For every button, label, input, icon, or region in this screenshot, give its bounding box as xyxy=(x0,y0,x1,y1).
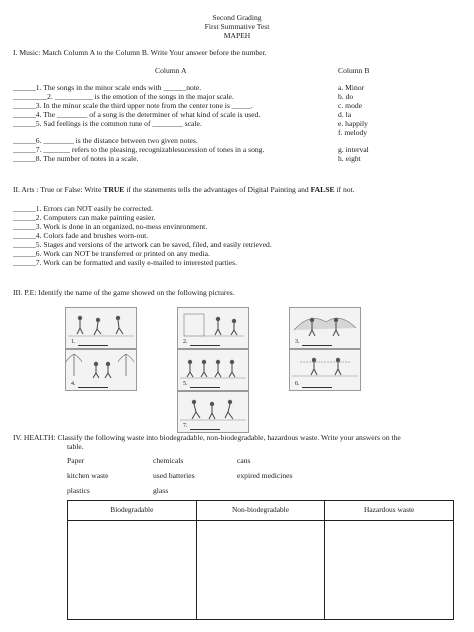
column-a-title: Column A xyxy=(155,66,187,75)
arts-item: ______7. Work can be formatted and easily e-mailed to interested parties. xyxy=(13,258,238,267)
column-b-title: Column B xyxy=(338,66,370,75)
header-hazardous-waste: Hazardous waste xyxy=(325,501,454,521)
test-title-grading: Second Grading xyxy=(212,13,262,22)
arts-item: ______2. Computers can make painting easier. xyxy=(13,213,156,222)
test-title-summative: First Summative Test xyxy=(204,22,270,31)
arts-true-keyword: TRUE xyxy=(103,185,125,194)
test-title-subject: MAPEH xyxy=(223,31,251,40)
choice-item: f. melody xyxy=(338,128,368,137)
game-picture-7 xyxy=(177,391,249,433)
music-item: ______3. In the minor scale the third upper note from the center tone is _____. xyxy=(13,101,253,110)
choice-item: d. la xyxy=(338,110,352,119)
hazardous-answer-cell[interactable] xyxy=(325,521,454,620)
game-picture-5 xyxy=(177,349,249,391)
game-picture-6 xyxy=(289,349,361,391)
arts-item: ______4. Colors fade and brushes worn-out. xyxy=(13,231,149,240)
waste-word: Paper xyxy=(67,456,85,465)
music-item: ______5. Sad feelings is the common tune of ________ scale. xyxy=(13,119,202,128)
header-non-biodegradable: Non-biodegradable xyxy=(196,501,325,521)
choice-item: e. happily xyxy=(338,119,368,128)
arts-item: ______6. Work can NOT be transferred or printed on any media. xyxy=(13,249,210,258)
health-instruction-continued: table. xyxy=(67,442,84,451)
game-picture-1 xyxy=(65,307,137,349)
music-item: ______4. The ________ of a song is the determiner of what kind of scale is used. xyxy=(13,110,261,119)
pe-instruction: III. P.E: Identify the name of the game showed on the following pictures. xyxy=(13,288,235,297)
music-item: ______1. The songs in the minor scale ends with ______note. xyxy=(13,83,202,92)
arts-item: ______5. Stages and versions of the artwork can be saved, filed, and easily retrieved. xyxy=(13,240,272,249)
waste-word: plastics xyxy=(67,486,90,495)
picture-answer-blank xyxy=(183,423,220,430)
music-item: ______7. _______ refers to the pleasing, recognizablesucession of tones in a song. xyxy=(13,145,265,154)
picture-answer-blank xyxy=(183,339,220,346)
waste-classification-table xyxy=(67,500,454,620)
picture-answer-blank xyxy=(295,339,332,346)
music-item: _________2. __________ is the emotion of the songs in the major scale. xyxy=(13,92,234,101)
arts-false-keyword: FALSE xyxy=(310,185,335,194)
music-item: ______6. ________ is the distance between two given notes. xyxy=(13,136,198,145)
game-picture-2 xyxy=(177,307,249,349)
picture-answer-blank xyxy=(183,381,220,388)
picture-number: 6. xyxy=(295,381,300,388)
waste-word: kitchen waste xyxy=(67,471,109,480)
waste-word: glass xyxy=(153,486,169,495)
game-picture-4 xyxy=(65,349,137,391)
choice-item: g. interval xyxy=(338,145,369,154)
arts-item: ______3. Work is done in an organized, no-mess envinronment. xyxy=(13,222,208,231)
picture-number: 5. xyxy=(183,381,188,388)
arts-instruction xyxy=(13,186,355,195)
waste-word: chemicals xyxy=(153,456,184,465)
arts-item: ______1. Errors can NOT easily be corrected. xyxy=(13,204,153,213)
music-item: ______8. The number of notes in a scale. xyxy=(13,154,139,163)
picture-number: 1. xyxy=(71,339,76,346)
choice-item: h. eight xyxy=(338,154,361,163)
choice-item: c. mode xyxy=(338,101,363,110)
arts-instruction-part: II. Arts : True or False: Write xyxy=(13,185,104,194)
picture-answer-blank xyxy=(295,381,332,388)
picture-number: 7. xyxy=(183,423,188,430)
header-biodegradable: Biodegradable xyxy=(68,501,197,521)
non-biodegradable-answer-cell[interactable] xyxy=(196,521,325,620)
waste-word: expired medicines xyxy=(237,471,293,480)
choice-item: b. do xyxy=(338,92,354,101)
waste-word: used batteries xyxy=(153,471,195,480)
picture-number: 2. xyxy=(183,339,188,346)
health-instruction: IV. HEALTH: Classify the following waste into biodegradable, non-biodegradable, hazardous waste. Write your answers on the xyxy=(13,433,401,442)
music-instruction: I. Music: Match Column A to the Column B. Write Your answer before the number. xyxy=(13,48,267,57)
game-picture-3 xyxy=(289,307,361,349)
picture-number: 3. xyxy=(295,339,300,346)
arts-instruction-part: if not. xyxy=(334,185,355,194)
choice-item: a. Minor xyxy=(338,83,365,92)
picture-number: 4. xyxy=(71,381,76,388)
biodegradable-answer-cell[interactable] xyxy=(68,521,197,620)
table-header-row xyxy=(68,501,454,521)
waste-word: cans xyxy=(237,456,251,465)
table-answer-row xyxy=(68,521,454,620)
picture-answer-blank xyxy=(71,339,108,346)
arts-instruction-part: if the statements tells the advantages of Digital Painting and xyxy=(124,185,311,194)
picture-answer-blank xyxy=(71,381,108,388)
